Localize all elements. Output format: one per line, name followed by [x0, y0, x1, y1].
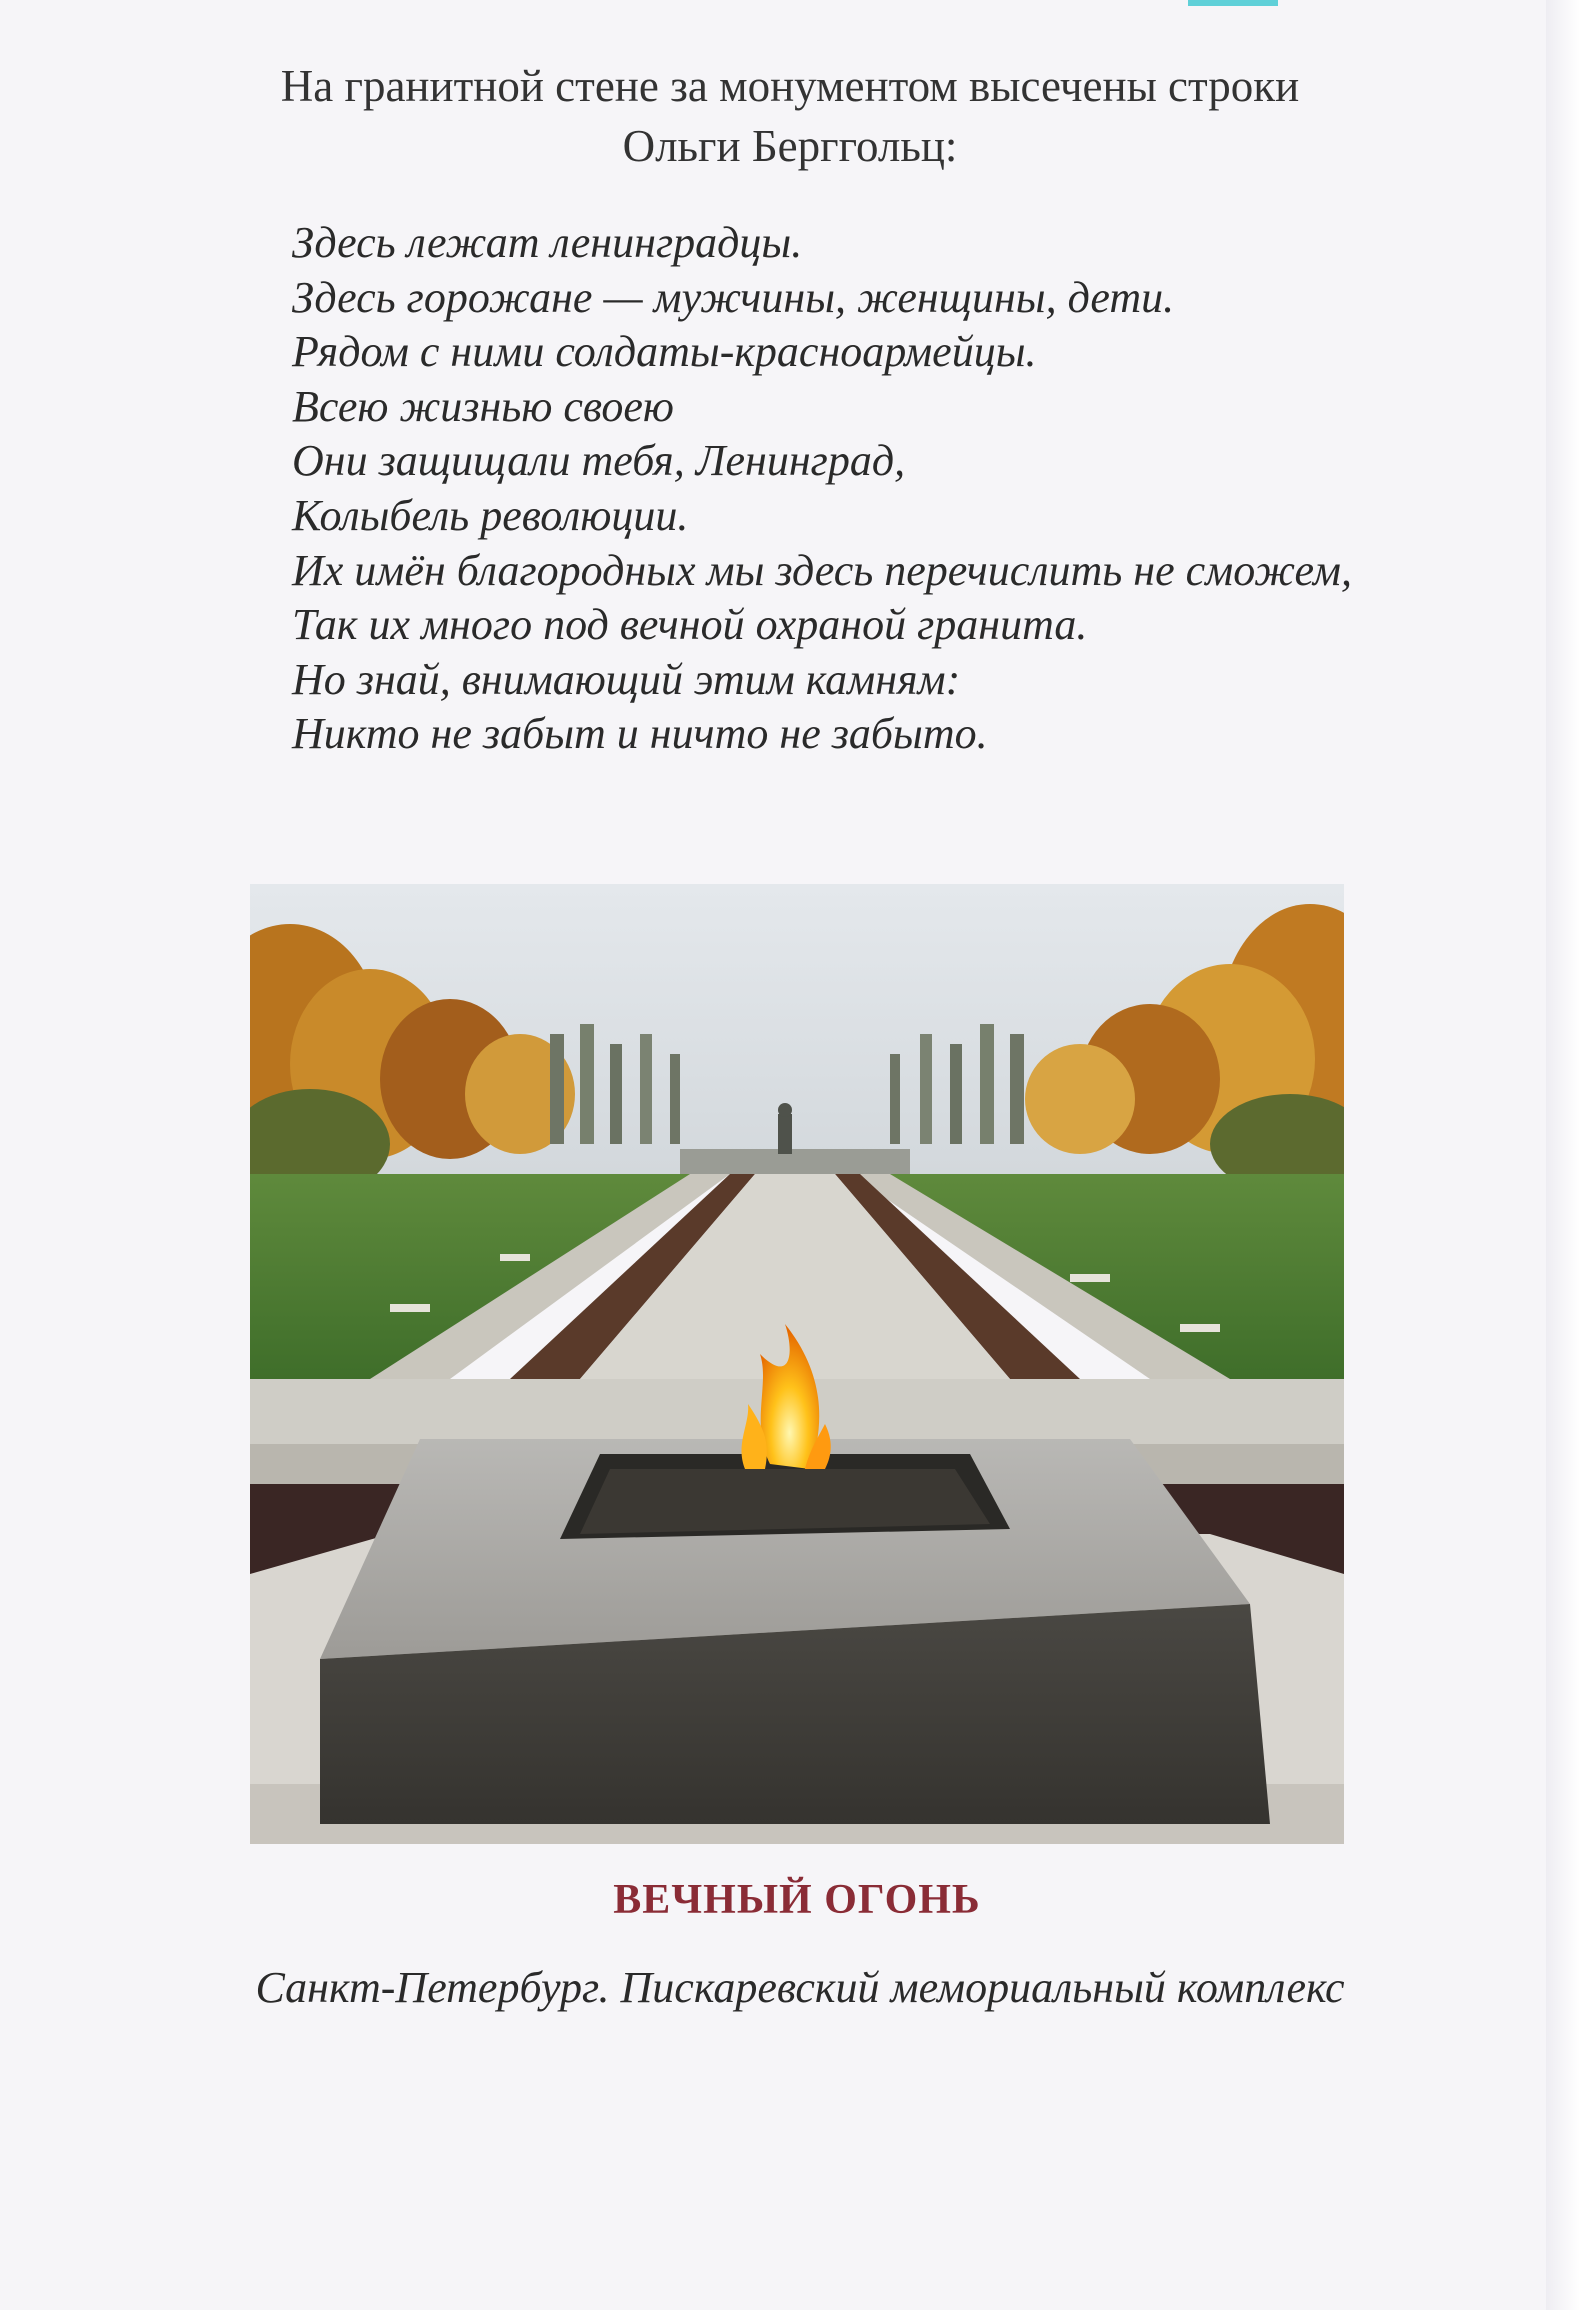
page-edge-shadow [1546, 0, 1580, 2310]
corner-tab-mark [1188, 0, 1278, 6]
poem-line: Но знай, внимающий этим камням: [292, 654, 961, 704]
poem-line: Здесь лежат ленинградцы. [292, 218, 803, 267]
intro-line-1: На гранитной стене за монументом высечены строки [280, 61, 1300, 111]
poem-line: Их имён благородных мы здесь перечислить не сможем, [292, 545, 1352, 595]
poem-line: Всею жизнью своею [292, 381, 674, 431]
poem-line: Никто не забыт и ничто не забыто. [292, 709, 988, 759]
poem-line: Здесь горожане — мужчины, женщины, дети. [292, 272, 1175, 322]
poem-line: Они защищали тебя, Ленинград, [292, 436, 906, 486]
poem-line: Колыбель революции. [292, 490, 689, 540]
caption-title: ВЕЧНЫЙ ОГОНЬ [613, 1877, 981, 1923]
caption-subtitle: Санкт-Петербург. Пискаревский мемориальный комплекс [255, 1963, 1345, 2012]
poem-line: Так их много под вечной охраной гранита. [292, 600, 1088, 650]
intro-text [180, 56, 1400, 176]
poem [292, 216, 1452, 762]
poem-line: Рядом с ними солдаты-красноармейцы. [292, 327, 1037, 377]
intro-line-2: Ольги Берггольц: [622, 121, 958, 171]
eternal-flame-photo [250, 884, 1344, 1844]
